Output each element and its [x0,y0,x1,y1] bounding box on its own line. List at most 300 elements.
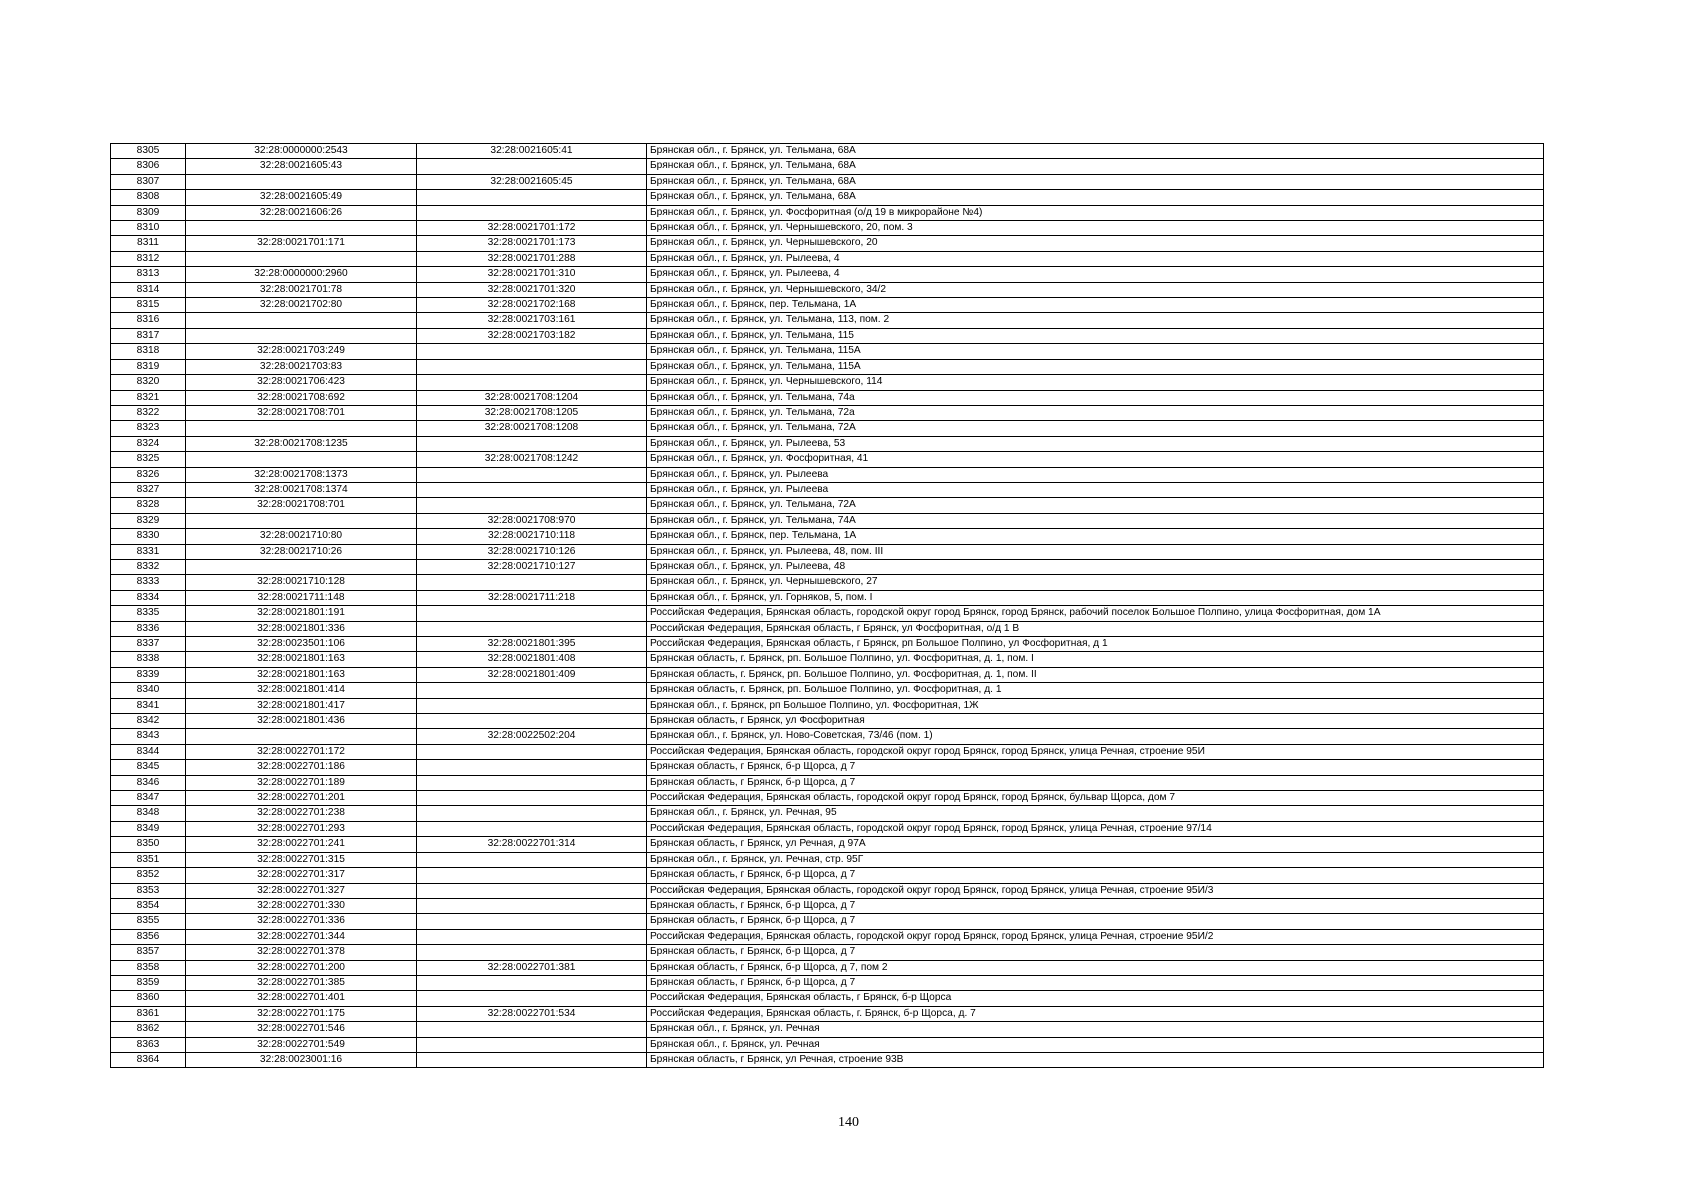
cadastral-number-cell: 32:28:0022701:241 [186,837,417,852]
row-number-cell: 8349 [111,821,186,836]
row-number-cell: 8340 [111,683,186,698]
address-cell: Брянская область, г Брянск, б-р Щорса, д 7 [647,760,1544,775]
address-cell: Брянская обл., г. Брянск, ул. Тельмана, 72А [647,498,1544,513]
related-cadastral-number-cell [417,868,647,883]
related-cadastral-number-cell [417,760,647,775]
related-cadastral-number-cell: 32:28:0021801:409 [417,667,647,682]
row-number-cell: 8311 [111,236,186,251]
row-number-cell: 8308 [111,190,186,205]
row-number-cell: 8306 [111,159,186,174]
table-row [111,1037,1544,1052]
cadastral-number-cell: 32:28:0022701:327 [186,883,417,898]
table-row [111,544,1544,559]
related-cadastral-number-cell [417,482,647,497]
address-cell: Брянская обл., г. Брянск, ул. Рылеева, 4 [647,251,1544,266]
row-number-cell: 8307 [111,174,186,189]
address-cell: Брянская область, г. Брянск, рп. Большое Полпино, ул. Фосфоритная, д. 1, пом. I [647,652,1544,667]
table-row [111,590,1544,605]
address-cell: Брянская обл., г. Брянск, ул. Рылеева, 53 [647,436,1544,451]
related-cadastral-number-cell [417,883,647,898]
cadastral-number-cell [186,729,417,744]
row-number-cell: 8341 [111,698,186,713]
row-number-cell: 8334 [111,590,186,605]
address-cell: Брянская обл., г. Брянск, ул. Тельмана, 68А [647,159,1544,174]
cadastral-number-cell: 32:28:0022701:293 [186,821,417,836]
table-row [111,467,1544,482]
table-row [111,482,1544,497]
related-cadastral-number-cell [417,991,647,1006]
row-number-cell: 8348 [111,806,186,821]
cadastral-number-cell: 32:28:0022701:201 [186,791,417,806]
related-cadastral-number-cell [417,205,647,220]
row-number-cell: 8343 [111,729,186,744]
cadastral-number-cell: 32:28:0021801:191 [186,606,417,621]
cadastral-number-cell: 32:28:0021708:701 [186,405,417,420]
cadastral-number-cell: 32:28:0021801:163 [186,652,417,667]
table-row [111,282,1544,297]
row-number-cell: 8337 [111,637,186,652]
row-number-cell: 8328 [111,498,186,513]
cadastral-number-cell: 32:28:0022701:344 [186,929,417,944]
cadastral-number-cell: 32:28:0021702:80 [186,298,417,313]
address-cell: Брянская обл., г. Брянск, ул. Чернышевского, 34/2 [647,282,1544,297]
table-row [111,975,1544,990]
cadastral-number-cell [186,251,417,266]
address-cell: Брянская обл., г. Брянск, ул. Рылеева [647,482,1544,497]
related-cadastral-number-cell: 32:28:0021605:41 [417,144,647,159]
cadastral-number-cell: 32:28:0022701:315 [186,852,417,867]
related-cadastral-number-cell [417,945,647,960]
related-cadastral-number-cell [417,1037,647,1052]
related-cadastral-number-cell [417,929,647,944]
related-cadastral-number-cell [417,621,647,636]
cadastral-number-cell: 32:28:0023001:16 [186,1052,417,1067]
address-cell: Российская Федерация, Брянская область, городской округ город Брянск, город Брянск, улица Речная, строение 95И [647,744,1544,759]
related-cadastral-number-cell: 32:28:0021702:168 [417,298,647,313]
table-row [111,205,1544,220]
row-number-cell: 8333 [111,575,186,590]
address-cell: Российская Федерация, Брянская область, г Брянск, б-р Щорса [647,991,1544,1006]
address-cell: Российская Федерация, Брянская область, городской округ город Брянск, город Брянск, улица Речная, строение 95И/2 [647,929,1544,944]
cadastral-number-cell: 32:28:0021801:436 [186,714,417,729]
cadastral-number-cell: 32:28:0022701:175 [186,1006,417,1021]
table-row [111,775,1544,790]
cadastral-number-cell: 32:28:0021710:128 [186,575,417,590]
related-cadastral-number-cell [417,467,647,482]
table-row [111,667,1544,682]
cadastral-number-cell [186,452,417,467]
registry-table [110,143,1544,1068]
address-cell: Брянская область, г Брянск, б-р Щорса, д 7, пом 2 [647,960,1544,975]
row-number-cell: 8323 [111,421,186,436]
row-number-cell: 8363 [111,1037,186,1052]
related-cadastral-number-cell [417,498,647,513]
table-row [111,821,1544,836]
row-number-cell: 8313 [111,267,186,282]
row-number-cell: 8329 [111,513,186,528]
row-number-cell: 8315 [111,298,186,313]
row-number-cell: 8330 [111,529,186,544]
table-row [111,313,1544,328]
address-cell: Брянская обл., г. Брянск, ул. Ново-Советская, 73/46 (пом. 1) [647,729,1544,744]
cadastral-number-cell: 32:28:0021711:148 [186,590,417,605]
cadastral-number-cell: 32:28:0022701:546 [186,1022,417,1037]
address-cell: Российская Федерация, Брянская область, городской округ город Брянск, город Брянск, бульвар Щорса, дом 7 [647,791,1544,806]
address-cell: Брянская обл., г. Брянск, ул. Чернышевского, 20, пом. 3 [647,221,1544,236]
related-cadastral-number-cell: 32:28:0021701:173 [417,236,647,251]
address-cell: Российская Федерация, Брянская область, г Брянск, рп Большое Полпино, ул Фосфоритная, д 1 [647,637,1544,652]
address-cell: Брянская обл., г. Брянск, ул. Тельмана, 72а [647,405,1544,420]
address-cell: Российская Федерация, Брянская область, городской округ город Брянск, город Брянск, улица Речная, строение 97/14 [647,821,1544,836]
address-cell: Брянская область, г Брянск, ул Речная, д 97А [647,837,1544,852]
address-cell: Брянская область, г Брянск, б-р Щорса, д 7 [647,945,1544,960]
cadastral-number-cell: 32:28:0022701:385 [186,975,417,990]
address-cell: Брянская обл., г. Брянск, ул. Тельмана, 74А [647,513,1544,528]
table-row [111,744,1544,759]
related-cadastral-number-cell [417,775,647,790]
table-row [111,405,1544,420]
table-row [111,298,1544,313]
related-cadastral-number-cell [417,714,647,729]
cadastral-number-cell: 32:28:0021701:171 [186,236,417,251]
related-cadastral-number-cell [417,575,647,590]
address-cell: Брянская обл., г. Брянск, ул. Тельмана, 113, пом. 2 [647,313,1544,328]
row-number-cell: 8309 [111,205,186,220]
cadastral-number-cell: 32:28:0021710:26 [186,544,417,559]
table-row [111,221,1544,236]
row-number-cell: 8350 [111,837,186,852]
cadastral-number-cell: 32:28:0021708:701 [186,498,417,513]
cadastral-number-cell: 32:28:0021801:163 [186,667,417,682]
related-cadastral-number-cell: 32:28:0021701:172 [417,221,647,236]
related-cadastral-number-cell [417,190,647,205]
cadastral-number-cell: 32:28:0022701:317 [186,868,417,883]
row-number-cell: 8358 [111,960,186,975]
address-cell: Брянская обл., г. Брянск, ул. Речная, 95 [647,806,1544,821]
row-number-cell: 8362 [111,1022,186,1037]
row-number-cell: 8345 [111,760,186,775]
page-number: 140 [838,1115,859,1130]
address-cell: Брянская обл., г. Брянск, ул. Речная [647,1022,1544,1037]
address-cell: Брянская область, г Брянск, ул Фосфоритная [647,714,1544,729]
related-cadastral-number-cell [417,852,647,867]
related-cadastral-number-cell: 32:28:0021708:1205 [417,405,647,420]
address-cell: Брянская область, г Брянск, ул Речная, строение 93В [647,1052,1544,1067]
related-cadastral-number-cell: 32:28:0021703:182 [417,328,647,343]
address-cell: Российская Федерация, Брянская область, г. Брянск, б-р Щорса, д. 7 [647,1006,1544,1021]
address-cell: Брянская обл., г. Брянск, ул. Тельмана, 68А [647,144,1544,159]
row-number-cell: 8335 [111,606,186,621]
row-number-cell: 8357 [111,945,186,960]
address-cell: Брянская обл., г. Брянск, ул. Тельмана, 115А [647,359,1544,374]
table-row [111,945,1544,960]
cadastral-number-cell: 32:28:0022701:172 [186,744,417,759]
related-cadastral-number-cell: 32:28:0021708:1242 [417,452,647,467]
row-number-cell: 8310 [111,221,186,236]
related-cadastral-number-cell: 32:28:0021708:970 [417,513,647,528]
address-cell: Брянская обл., г. Брянск, ул. Тельмана, 68А [647,174,1544,189]
row-number-cell: 8354 [111,898,186,913]
row-number-cell: 8331 [111,544,186,559]
table-row [111,729,1544,744]
cadastral-number-cell: 32:28:0021605:49 [186,190,417,205]
address-cell: Брянская обл., г. Брянск, ул. Тельмана, 115А [647,344,1544,359]
related-cadastral-number-cell: 32:28:0021701:320 [417,282,647,297]
row-number-cell: 8326 [111,467,186,482]
address-cell: Брянская обл., г. Брянск, рп Большое Полпино, ул. Фосфоритная, 1Ж [647,698,1544,713]
cadastral-number-cell: 32:28:0021708:1373 [186,467,417,482]
address-cell: Брянская область, г Брянск, б-р Щорса, д 7 [647,914,1544,929]
related-cadastral-number-cell: 32:28:0021708:1204 [417,390,647,405]
related-cadastral-number-cell: 32:28:0021711:218 [417,590,647,605]
cadastral-number-cell: 32:28:0022701:401 [186,991,417,1006]
cadastral-number-cell: 32:28:0022701:330 [186,898,417,913]
address-cell: Брянская обл., г. Брянск, пер. Тельмана, 1А [647,529,1544,544]
related-cadastral-number-cell [417,159,647,174]
row-number-cell: 8305 [111,144,186,159]
cadastral-number-cell: 32:28:0000000:2960 [186,267,417,282]
related-cadastral-number-cell: 32:28:0021801:395 [417,637,647,652]
cadastral-number-cell: 32:28:0021708:1235 [186,436,417,451]
row-number-cell: 8347 [111,791,186,806]
cadastral-number-cell [186,559,417,574]
table-row [111,683,1544,698]
table-row [111,267,1544,282]
address-cell: Брянская обл., г. Брянск, ул. Тельмана, 74а [647,390,1544,405]
address-cell: Российская Федерация, Брянская область, городской округ город Брянск, город Брянск, рабочий поселок Большое Полпино, улица Фосфоритная, дом 1А [647,606,1544,621]
table-row [111,174,1544,189]
cadastral-number-cell: 32:28:0022701:189 [186,775,417,790]
address-cell: Брянская обл., г. Брянск, ул. Горняков, 5, пом. I [647,590,1544,605]
address-cell: Брянская обл., г. Брянск, ул. Чернышевского, 27 [647,575,1544,590]
table-row [111,621,1544,636]
address-cell: Брянская область, г Брянск, б-р Щорса, д 7 [647,868,1544,883]
row-number-cell: 8320 [111,375,186,390]
related-cadastral-number-cell: 32:28:0022502:204 [417,729,647,744]
row-number-cell: 8319 [111,359,186,374]
related-cadastral-number-cell [417,698,647,713]
address-cell: Брянская обл., г. Брянск, ул. Фосфоритная (о/д 19 в микрорайоне №4) [647,205,1544,220]
related-cadastral-number-cell [417,436,647,451]
table-row [111,637,1544,652]
address-cell: Брянская обл., г. Брянск, ул. Рылеева, 4 [647,267,1544,282]
table-row [111,436,1544,451]
related-cadastral-number-cell [417,344,647,359]
cadastral-number-cell: 32:28:0021801:336 [186,621,417,636]
cadastral-number-cell: 32:28:0022701:378 [186,945,417,960]
table-row [111,837,1544,852]
related-cadastral-number-cell [417,898,647,913]
row-number-cell: 8321 [111,390,186,405]
table-row [111,652,1544,667]
related-cadastral-number-cell: 32:28:0021605:45 [417,174,647,189]
address-cell: Брянская обл., г. Брянск, ул. Тельмана, 115 [647,328,1544,343]
table-row [111,914,1544,929]
cadastral-number-cell: 32:28:0021710:80 [186,529,417,544]
cadastral-number-cell: 32:28:0021801:414 [186,683,417,698]
address-cell: Брянская обл., г. Брянск, ул. Тельмана, 68А [647,190,1544,205]
row-number-cell: 8359 [111,975,186,990]
table-row [111,359,1544,374]
table-row [111,852,1544,867]
cadastral-number-cell: 32:28:0021703:83 [186,359,417,374]
cadastral-number-cell: 32:28:0023501:106 [186,637,417,652]
table-row [111,513,1544,528]
row-number-cell: 8351 [111,852,186,867]
related-cadastral-number-cell: 32:28:0021701:288 [417,251,647,266]
row-number-cell: 8339 [111,667,186,682]
related-cadastral-number-cell: 32:28:0021710:118 [417,529,647,544]
table-row [111,714,1544,729]
cadastral-number-cell [186,174,417,189]
table-row [111,575,1544,590]
related-cadastral-number-cell: 32:28:0021708:1208 [417,421,647,436]
table-row [111,452,1544,467]
cadastral-number-cell: 32:28:0022701:549 [186,1037,417,1052]
row-number-cell: 8332 [111,559,186,574]
cadastral-number-cell: 32:28:0022701:238 [186,806,417,821]
table-row [111,421,1544,436]
table-row [111,806,1544,821]
table-row [111,251,1544,266]
related-cadastral-number-cell: 32:28:0022701:314 [417,837,647,852]
table-row [111,883,1544,898]
cadastral-number-cell: 32:28:0021708:692 [186,390,417,405]
related-cadastral-number-cell: 32:28:0021710:127 [417,559,647,574]
address-cell: Российская Федерация, Брянская область, г Брянск, ул Фосфоритная, о/д 1 В [647,621,1544,636]
address-cell: Российская Федерация, Брянская область, городской округ город Брянск, город Брянск, улица Речная, строение 95И/3 [647,883,1544,898]
related-cadastral-number-cell: 32:28:0021703:161 [417,313,647,328]
table-row [111,868,1544,883]
address-cell: Брянская обл., г. Брянск, пер. Тельмана, 1А [647,298,1544,313]
row-number-cell: 8314 [111,282,186,297]
table-row [111,529,1544,544]
table-row [111,698,1544,713]
table-row [111,159,1544,174]
cadastral-number-cell: 32:28:0000000:2543 [186,144,417,159]
table-row [111,559,1544,574]
row-number-cell: 8322 [111,405,186,420]
related-cadastral-number-cell [417,683,647,698]
address-cell: Брянская область, г Брянск, б-р Щорса, д 7 [647,898,1544,913]
cadastral-number-cell: 32:28:0021708:1374 [186,482,417,497]
table-row [111,791,1544,806]
related-cadastral-number-cell [417,975,647,990]
address-cell: Брянская обл., г. Брянск, ул. Чернышевского, 20 [647,236,1544,251]
table-row [111,498,1544,513]
address-cell: Брянская обл., г. Брянск, ул. Речная, стр. 95Г [647,852,1544,867]
related-cadastral-number-cell [417,359,647,374]
related-cadastral-number-cell: 32:28:0021801:408 [417,652,647,667]
address-cell: Брянская область, г. Брянск, рп. Большое Полпино, ул. Фосфоритная, д. 1, пом. II [647,667,1544,682]
table-row [111,344,1544,359]
table-row [111,1052,1544,1067]
table-row [111,898,1544,913]
row-number-cell: 8312 [111,251,186,266]
registry-table-body [111,144,1544,1068]
table-row [111,375,1544,390]
cadastral-number-cell: 32:28:0021605:43 [186,159,417,174]
row-number-cell: 8344 [111,744,186,759]
cadastral-number-cell: 32:28:0021706:423 [186,375,417,390]
table-row [111,606,1544,621]
row-number-cell: 8356 [111,929,186,944]
related-cadastral-number-cell [417,1052,647,1067]
table-row [111,760,1544,775]
row-number-cell: 8360 [111,991,186,1006]
row-number-cell: 8318 [111,344,186,359]
cadastral-number-cell [186,313,417,328]
address-cell: Брянская обл., г. Брянск, ул. Речная [647,1037,1544,1052]
cadastral-number-cell: 32:28:0022701:336 [186,914,417,929]
row-number-cell: 8361 [111,1006,186,1021]
table-row [111,144,1544,159]
related-cadastral-number-cell [417,821,647,836]
row-number-cell: 8316 [111,313,186,328]
table-row [111,236,1544,251]
table-row [111,390,1544,405]
related-cadastral-number-cell [417,375,647,390]
row-number-cell: 8346 [111,775,186,790]
related-cadastral-number-cell [417,914,647,929]
address-cell: Брянская обл., г. Брянск, ул. Тельмана, 72А [647,421,1544,436]
row-number-cell: 8327 [111,482,186,497]
cadastral-number-cell [186,421,417,436]
address-cell: Брянская обл., г. Брянск, ул. Рылеева, 48 [647,559,1544,574]
table-row [111,1022,1544,1037]
row-number-cell: 8317 [111,328,186,343]
address-cell: Брянская обл., г. Брянск, ул. Фосфоритная, 41 [647,452,1544,467]
cadastral-number-cell [186,328,417,343]
row-number-cell: 8325 [111,452,186,467]
related-cadastral-number-cell [417,606,647,621]
cadastral-number-cell [186,513,417,528]
row-number-cell: 8355 [111,914,186,929]
address-cell: Брянская область, г. Брянск, рп. Большое Полпино, ул. Фосфоритная, д. 1 [647,683,1544,698]
related-cadastral-number-cell [417,791,647,806]
cadastral-number-cell: 32:28:0021703:249 [186,344,417,359]
cadastral-number-cell: 32:28:0021606:26 [186,205,417,220]
table-row [111,328,1544,343]
address-cell: Брянская область, г Брянск, б-р Щорса, д 7 [647,775,1544,790]
table-row [111,1006,1544,1021]
cadastral-number-cell: 32:28:0021801:417 [186,698,417,713]
related-cadastral-number-cell [417,806,647,821]
row-number-cell: 8353 [111,883,186,898]
address-cell: Брянская обл., г. Брянск, ул. Рылеева, 48, пом. III [647,544,1544,559]
table-row [111,960,1544,975]
row-number-cell: 8342 [111,714,186,729]
related-cadastral-number-cell: 32:28:0021710:126 [417,544,647,559]
address-cell: Брянская область, г Брянск, б-р Щорса, д 7 [647,975,1544,990]
row-number-cell: 8324 [111,436,186,451]
row-number-cell: 8352 [111,868,186,883]
related-cadastral-number-cell: 32:28:0022701:381 [417,960,647,975]
address-cell: Брянская обл., г. Брянск, ул. Чернышевского, 114 [647,375,1544,390]
table-row [111,991,1544,1006]
address-cell: Брянская обл., г. Брянск, ул. Рылеева [647,467,1544,482]
row-number-cell: 8336 [111,621,186,636]
cadastral-number-cell: 32:28:0021701:78 [186,282,417,297]
row-number-cell: 8364 [111,1052,186,1067]
cadastral-number-cell: 32:28:0022701:186 [186,760,417,775]
related-cadastral-number-cell [417,1022,647,1037]
cadastral-number-cell: 32:28:0022701:200 [186,960,417,975]
cadastral-number-cell [186,221,417,236]
table-row [111,190,1544,205]
related-cadastral-number-cell: 32:28:0021701:310 [417,267,647,282]
related-cadastral-number-cell [417,744,647,759]
